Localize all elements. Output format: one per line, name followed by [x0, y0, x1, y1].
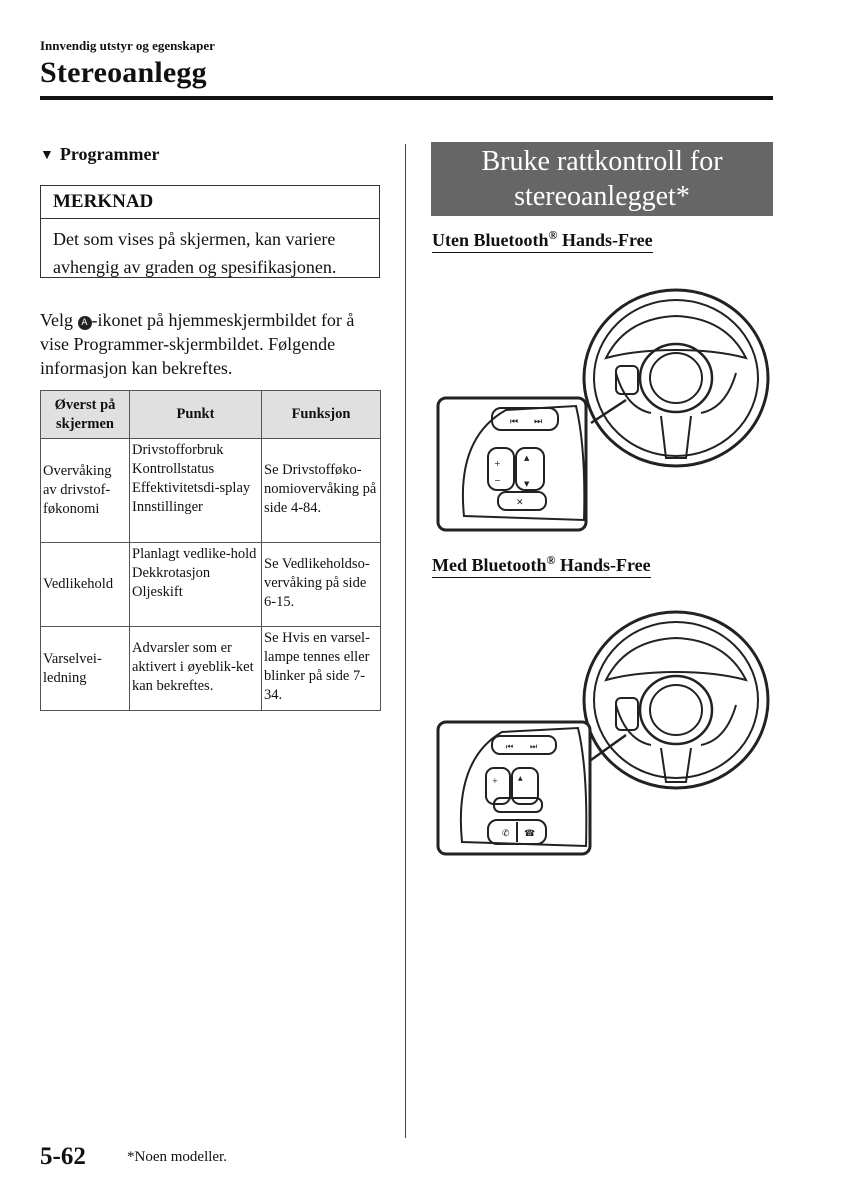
table-cell: Vedlikehold	[41, 543, 130, 627]
triangle-down-icon: ▼	[40, 148, 54, 163]
steering-wheel-illustration	[436, 610, 776, 865]
svg-text:✆: ✆	[502, 829, 510, 839]
breadcrumb: Innvendig utstyr og egenskaper	[40, 38, 215, 53]
table-header-cell: Punkt	[130, 391, 262, 439]
table-cell: Se Vedlikeholdso-vervåking på side 6-15.	[262, 543, 381, 627]
header-rule	[40, 96, 773, 100]
column-divider	[405, 144, 406, 1138]
svg-text:▲: ▲	[524, 454, 530, 462]
table-cell: Overvåking av drivstof-føkonomi	[41, 439, 130, 543]
sub-heading-text: Programmer	[59, 144, 160, 164]
section-banner	[431, 142, 773, 216]
table-row	[41, 627, 381, 711]
svg-text:+: +	[492, 777, 498, 785]
note-box	[40, 185, 380, 278]
svg-text:▲: ▲	[518, 775, 523, 782]
banner-line-1: Bruke rattkontroll for	[481, 146, 723, 177]
intro-text-1: Velg	[40, 310, 78, 330]
table-cell: Se Drivstofføko-nomiovervåking på side 4-84.	[262, 439, 381, 543]
table-cell: Se Hvis en varsel-lampe tennes eller blinker på side 7-34.	[262, 627, 381, 711]
table-cell: Advarsler som er aktivert i øyeblik-ket kan bekreftes.	[130, 627, 262, 711]
label-with-bluetooth	[432, 553, 651, 578]
banner-line-2: stereoanlegget*	[514, 181, 690, 212]
page-number: 5-62	[40, 1143, 86, 1170]
note-title: MERKNAD	[41, 186, 379, 219]
svg-text:−: −	[494, 476, 501, 485]
svg-text:⏭: ⏭	[530, 742, 538, 751]
label-text: Med Bluetooth	[432, 555, 547, 575]
sub-heading	[40, 144, 159, 165]
registered-mark: ®	[548, 228, 558, 242]
table-row	[41, 543, 381, 627]
table-cell: Planlagt vedlike-hold Dekkrotasjon Oljeskift	[130, 543, 262, 627]
table-cell: Drivstofforbruk Kontrollstatus Effektivitetsdi-splay Innstillinger	[130, 439, 262, 543]
svg-text:⏮: ⏮	[510, 417, 519, 427]
svg-text:✕: ✕	[516, 498, 524, 508]
intro-paragraph	[40, 308, 385, 380]
table-header-row	[41, 391, 381, 439]
table-row	[41, 439, 381, 543]
label-text: Hands-Free	[557, 230, 653, 250]
label-without-bluetooth	[432, 228, 653, 253]
table-cell: Varselvei-ledning	[41, 627, 130, 711]
table-header-cell: Funksjon	[262, 391, 381, 439]
steering-wheel-illustration	[436, 288, 776, 538]
svg-text:⏮: ⏮	[506, 742, 514, 751]
footnote: *Noen modeller.	[127, 1149, 227, 1165]
info-table	[40, 390, 381, 711]
svg-text:⏭: ⏭	[534, 417, 543, 427]
page-title: Stereoanlegg	[40, 56, 207, 89]
table-header-cell: Øverst på skjermen	[41, 391, 130, 439]
svg-text:▼: ▼	[524, 480, 530, 488]
label-text: Hands-Free	[555, 555, 651, 575]
intro-text-2: -ikonet på hjemmeskjermbildet for å vise Programmer-skjermbildet. Følgende informasjon kan bekreftes.	[40, 310, 355, 378]
svg-text:+: +	[494, 459, 501, 468]
label-text: Uten Bluetooth	[432, 230, 549, 250]
svg-text:☎: ☎	[524, 829, 536, 839]
app-icon: A	[78, 316, 92, 330]
registered-mark: ®	[546, 553, 556, 567]
note-text: Det som vises på skjermen, kan variere avhengig av graden og spesifikasjonen.	[53, 229, 337, 277]
